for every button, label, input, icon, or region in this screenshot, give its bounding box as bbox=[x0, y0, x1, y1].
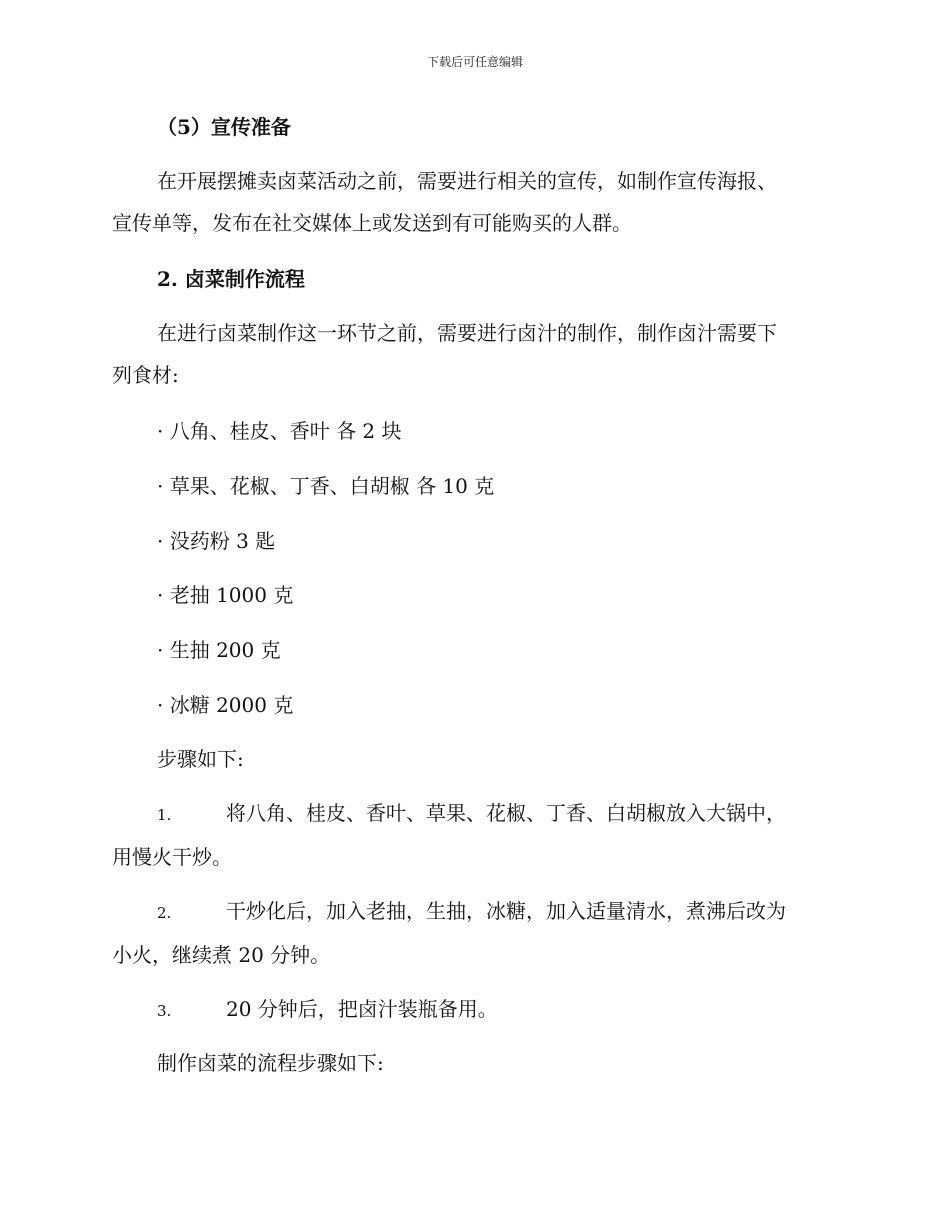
step-number: 1. bbox=[157, 806, 172, 824]
ingredient-item: · 老抽 1000 克 bbox=[157, 583, 294, 607]
ingredient-item: · 没药粉 3 匙 bbox=[157, 529, 276, 553]
step-text: 干炒化后，加入老抽，生抽，冰糖，加入适量清水，煮沸后改为 bbox=[226, 899, 786, 923]
paragraph-line: 宣传单等，发布在社交媒体上或发送到有可能购买的人群。 bbox=[112, 211, 632, 235]
paragraph-line: 在开展摆摊卖卤菜活动之前，需要进行相关的宣传，如制作宣传海报、 bbox=[157, 169, 777, 193]
ingredient-item: · 冰糖 2000 克 bbox=[157, 693, 294, 717]
section-heading-process: 2. 卤菜制作流程 bbox=[157, 267, 305, 291]
steps-label: 步骤如下: bbox=[157, 747, 244, 771]
paragraph-intro bbox=[112, 312, 837, 396]
step-item-3 bbox=[112, 988, 837, 1032]
section-heading-publicity: （5）宣传准备 bbox=[157, 115, 291, 139]
step-number: 3. bbox=[157, 1002, 172, 1020]
step-item-1 bbox=[112, 792, 837, 878]
paragraph-line: 在进行卤菜制作这一环节之前，需要进行卤汁的制作，制作卤汁需要下 bbox=[157, 321, 777, 345]
step-text: 将八角、桂皮、香叶、草果、花椒、丁香、白胡椒放入大锅中， bbox=[226, 801, 786, 825]
page-header: 下载后可任意编辑 bbox=[426, 55, 523, 69]
paragraph-publicity bbox=[112, 160, 837, 244]
step-text: 小火，继续煮 20 分钟。 bbox=[112, 943, 331, 967]
ingredient-item: · 生抽 200 克 bbox=[157, 638, 281, 662]
step-text: 20 分钟后，把卤汁装瓶备用。 bbox=[226, 997, 498, 1021]
step-number: 2. bbox=[157, 904, 172, 922]
step-item-2 bbox=[112, 890, 837, 976]
paragraph-line: 列食材: bbox=[112, 363, 179, 387]
ingredient-item: · 八角、桂皮、香叶 各 2 块 bbox=[157, 419, 402, 443]
closing-line: 制作卤菜的流程步骤如下: bbox=[157, 1051, 384, 1075]
ingredient-item: · 草果、花椒、丁香、白胡椒 各 10 克 bbox=[157, 474, 495, 498]
step-text: 用慢火干炒。 bbox=[112, 845, 232, 869]
